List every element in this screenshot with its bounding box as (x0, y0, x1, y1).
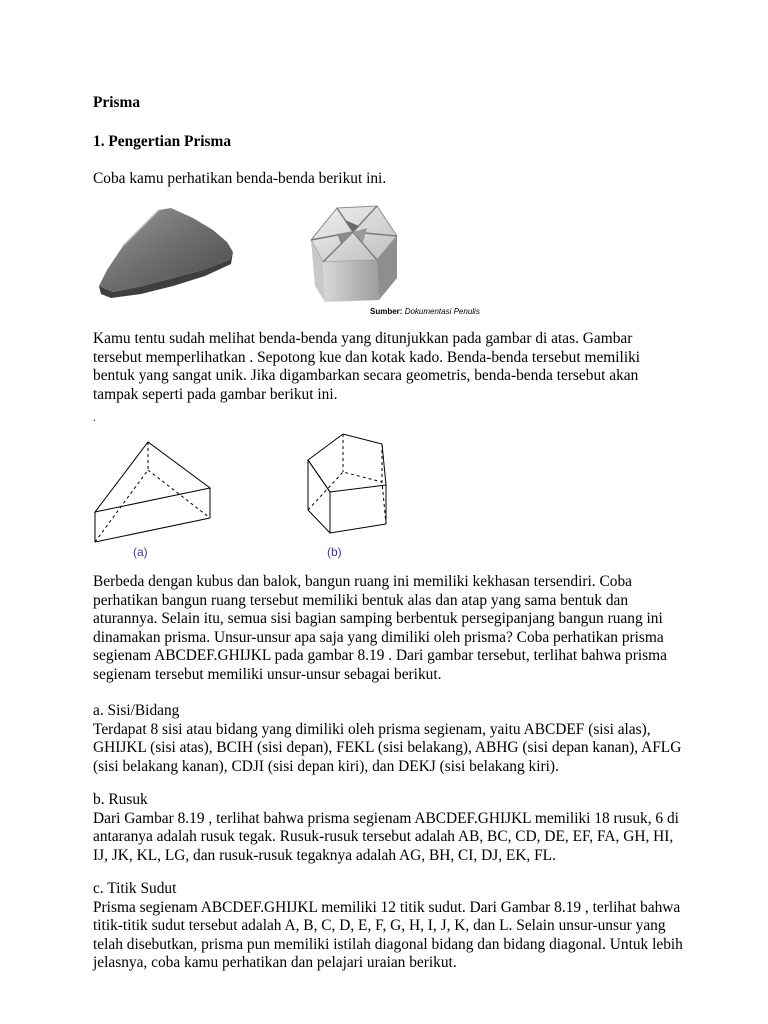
photo-cake-and-giftbox (93, 200, 513, 320)
figure-label-b: (b) (327, 545, 342, 559)
section-rusuk (93, 791, 683, 865)
sisi-label: a. Sisi/Bidang (93, 702, 180, 719)
titik-text: Prisma segienam ABCDEF.GHIJKL memiliki 12 titik sudut. Dari Gambar 8.19 , terlihat bahwa titik-titik sudut tersebut adalah A, B, C, D, E, F, G, H, I, J, K, dan L. Selain unsur-unsur yang telah disebutkan, prisma pun memiliki istilah diagonal bidang dan bidang diagonal. Untuk lebih jelasnya, coba kamu perhatikan dan pelajari uraian berikut. (93, 898, 683, 971)
cake-slice-photo (99, 208, 233, 298)
stray-dot: . (93, 410, 96, 424)
sisi-text: Terdapat 8 sisi atau bidang yang dimiliki oleh prisma segienam, yaitu ABCDEF (sisi alas), GHIJKL (sisi atas), BCIH (sisi depan), FEKL (sisi belakang), ABHG (sisi depan kanan), AFLG (sisi belakang kanan), CDJI (sisi depan kiri), dan DEKJ (sisi belakang kiri). (93, 720, 682, 775)
figure-label-a: (a) (133, 545, 148, 559)
paragraph-2: Berbeda dengan kubus dan balok, bangun ruang ini memiliki kekhasan tersendiri. Coba perhatikan bangun ruang tersebut memiliki bentuk alas dan atap yang sama bentuk dan aturannya. Selain itu, semua sisi bagian samping berbentuk persegipanjang bangun ruang ini dinamakan prisma. Unsur-unsur apa saja yang dimiliki oleh prisma? Coba perhatikan prisma segienam ABCDEF.GHIJKL pada gambar 8.19 . Dari gambar tersebut, terlihat bahwa prisma segienam tersebut memiliki unsur-unsur sebagai berikut. (93, 573, 667, 683)
intro-text: Coba kamu perhatikan benda-benda berikut ini. (93, 170, 387, 187)
triangular-prism-diagram (95, 442, 210, 542)
geometric-prisms-figure (90, 430, 410, 565)
rusuk-text: Dari Gambar 8.19 , terlihat bahwa prisma segienam ABCDEF.GHIJKL memiliki 18 rusuk, 6 di antaranya adalah rusuk tegak. Rusuk-rusuk tersebut adalah AB, BC, CD, DE, EF, FA, GH, HI, IJ, JK, KL, LG, dan rusuk-rusuk tegaknya adalah AG, BH, CI, DJ, EK, FL. (93, 809, 679, 864)
paragraph-1: Kamu tentu sudah melihat benda-benda yang ditunjukkan pada gambar di atas. Gambar tersebut memperlihatkan . Sepotong kue dan kotak kado. Benda-benda tersebut memiliki bentuk yang sangat unik. Jika digambarkan secara geometris, benda-benda tersebut akan tampak seperti pada gambar berikut ini. (93, 330, 641, 403)
gift-box-photo (311, 206, 397, 302)
titik-label: c. Titik Sudut (93, 880, 177, 897)
photo-caption (370, 307, 480, 316)
section-heading: 1. Pengertian Prisma (93, 133, 232, 150)
caption-source-value: Dokumentasi Penulis (404, 307, 480, 316)
page-title: Prisma (93, 94, 141, 111)
pentagonal-prism-diagram (308, 434, 386, 533)
rusuk-label: b. Rusuk (93, 791, 148, 808)
caption-source-label: Sumber: (370, 307, 403, 316)
section-sisi (93, 702, 683, 776)
section-titik-sudut (93, 880, 683, 973)
